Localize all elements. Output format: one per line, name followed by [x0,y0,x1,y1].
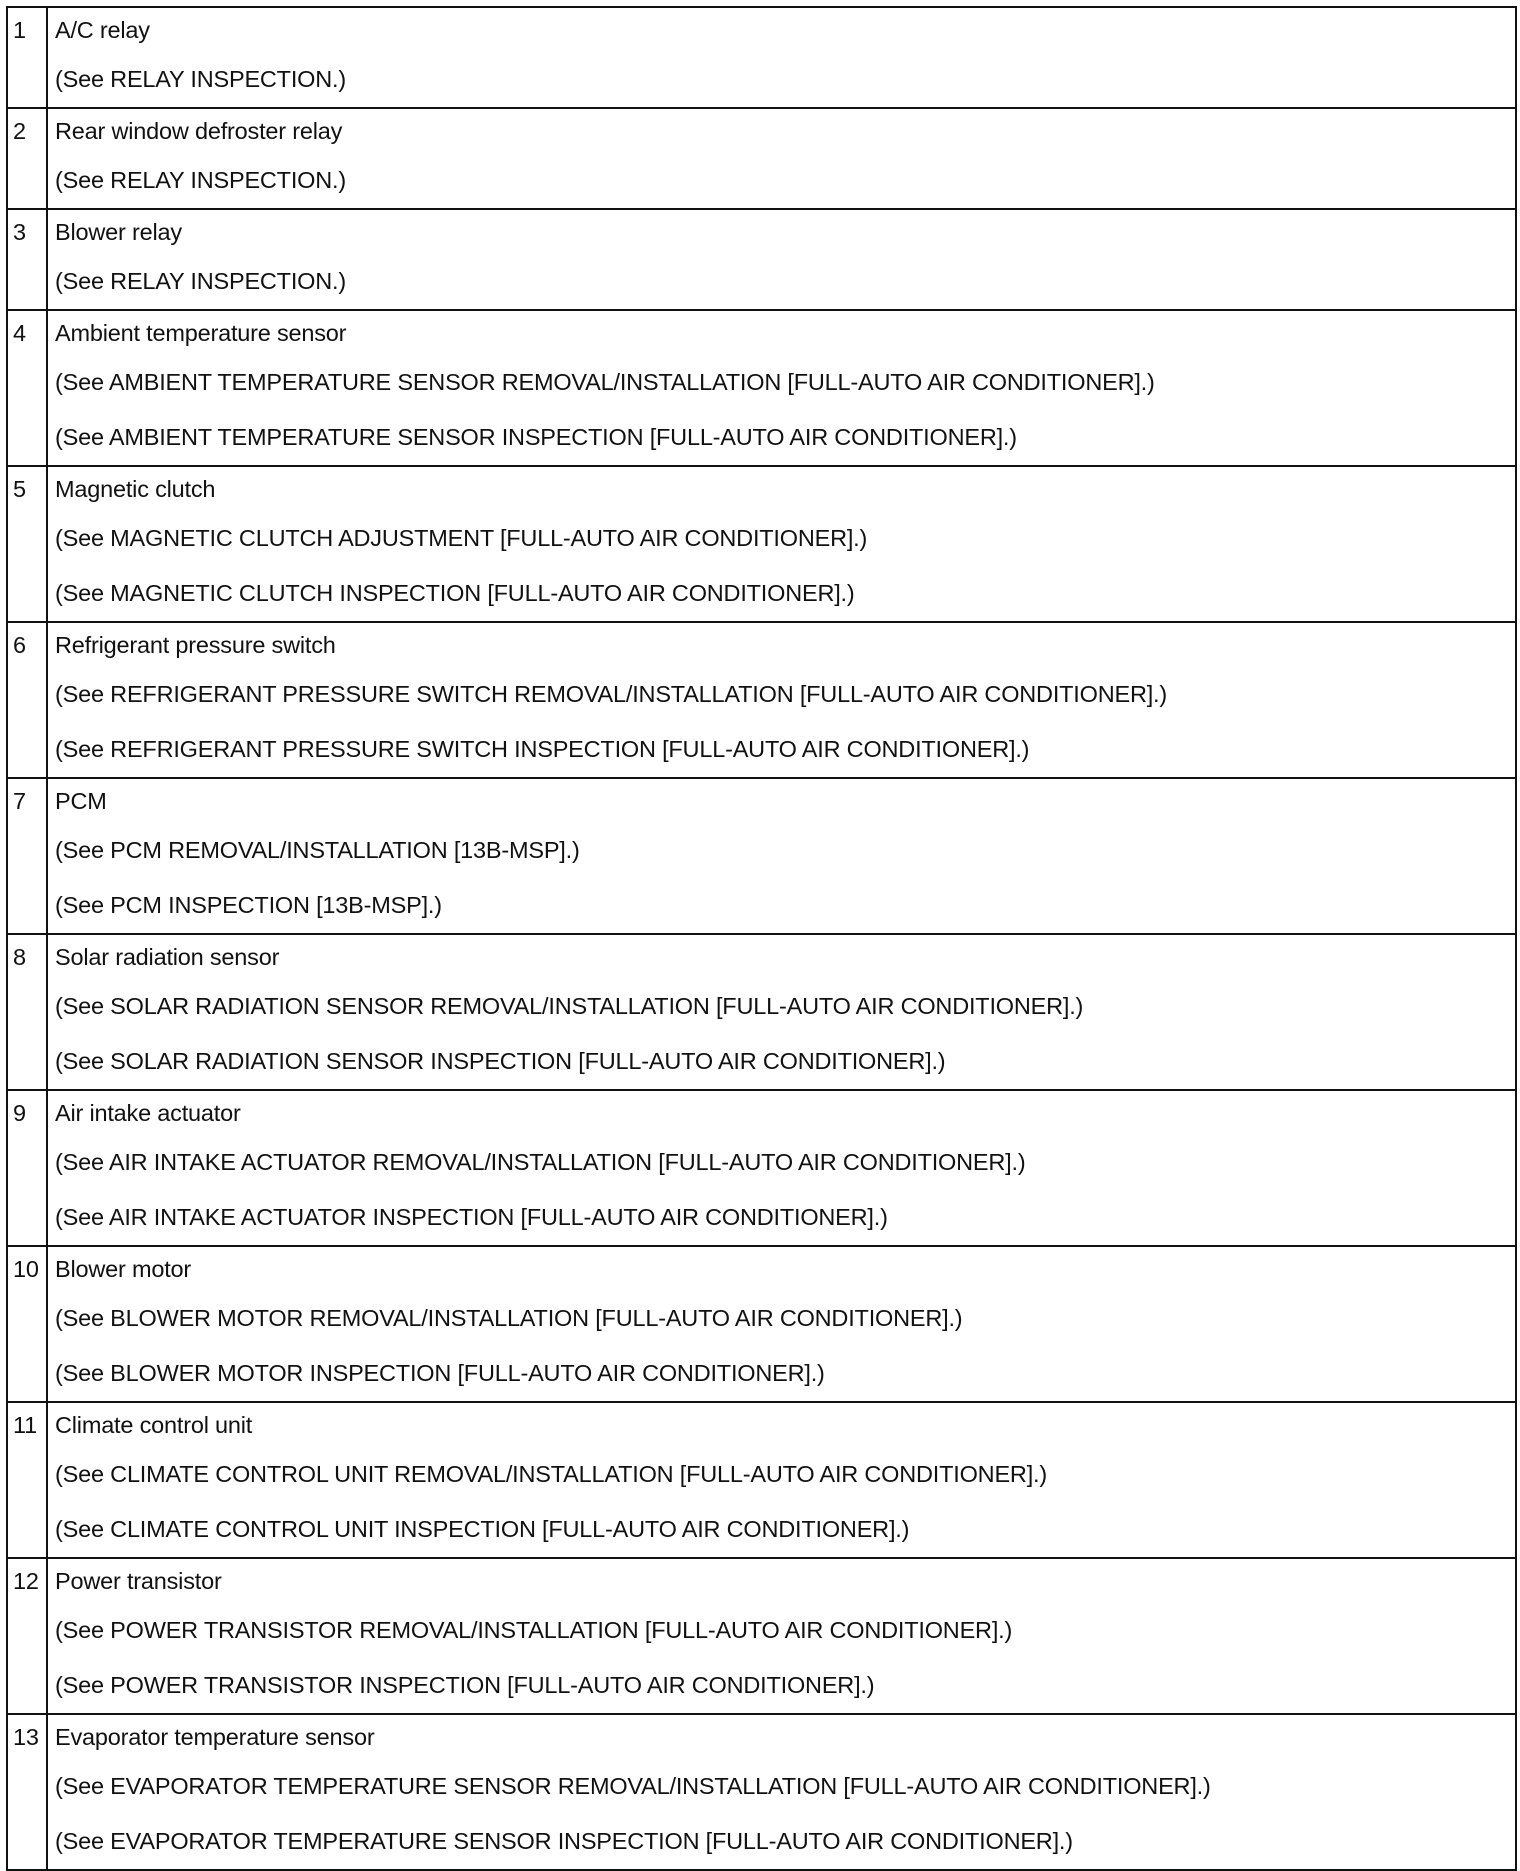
component-name: Climate control unit [55,1412,253,1438]
row-number-text: 4 [13,320,26,346]
row-content [47,1246,1516,1402]
row-number [7,1714,47,1870]
table-row [7,1090,1516,1246]
component-name: Blower relay [55,219,182,245]
row-number-text: 11 [13,1412,37,1438]
row-number [7,1558,47,1714]
row-content [47,466,1516,622]
procedure-reference: (See PCM REMOVAL/INSTALLATION [13B-MSP].) [55,837,580,863]
table-row [7,934,1516,1090]
component-name: Blower motor [55,1256,192,1282]
row-number [7,466,47,622]
procedure-reference: (See RELAY INSPECTION.) [55,268,346,294]
row-number [7,622,47,778]
row-number-text: 7 [13,788,26,814]
row-number [7,310,47,466]
procedure-reference: (See BLOWER MOTOR REMOVAL/INSTALLATION [FULL-AUTO AIR CONDITIONER].) [55,1305,963,1331]
procedure-reference: (See EVAPORATOR TEMPERATURE SENSOR INSPECTION [FULL-AUTO AIR CONDITIONER].) [55,1828,1073,1854]
procedure-reference: (See CLIMATE CONTROL UNIT INSPECTION [FULL-AUTO AIR CONDITIONER].) [55,1516,910,1542]
component-name: Evaporator temperature sensor [55,1724,375,1750]
procedure-reference: (See RELAY INSPECTION.) [55,167,346,193]
row-number-text: 10 [13,1256,39,1282]
row-number [7,778,47,934]
procedure-reference: (See MAGNETIC CLUTCH ADJUSTMENT [FULL-AUTO AIR CONDITIONER].) [55,525,868,551]
component-name: PCM [55,788,107,814]
row-number [7,209,47,310]
procedure-reference: (See POWER TRANSISTOR INSPECTION [FULL-AUTO AIR CONDITIONER].) [55,1672,875,1698]
table-row [7,1246,1516,1402]
procedure-reference: (See REFRIGERANT PRESSURE SWITCH REMOVAL/INSTALLATION [FULL-AUTO AIR CONDITIONER].) [55,681,1168,707]
row-content [47,1090,1516,1246]
row-content [47,622,1516,778]
row-number [7,7,47,108]
row-content [47,1402,1516,1558]
procedure-reference: (See BLOWER MOTOR INSPECTION [FULL-AUTO AIR CONDITIONER].) [55,1360,825,1386]
row-number [7,1090,47,1246]
component-reference-sheet [6,6,1515,1854]
procedure-reference: (See RELAY INSPECTION.) [55,66,346,92]
component-name: Rear window defroster relay [55,118,343,144]
row-number-text: 3 [13,219,26,245]
row-number [7,1402,47,1558]
component-name: Power transistor [55,1568,222,1594]
table-row [7,778,1516,934]
row-number-text: 12 [13,1568,39,1594]
row-content [47,1714,1516,1870]
component-name: Solar radiation sensor [55,944,280,970]
row-number-text: 8 [13,944,26,970]
row-content [47,7,1516,108]
row-content [47,209,1516,310]
row-number-text: 9 [13,1100,26,1126]
component-name: Refrigerant pressure switch [55,632,336,658]
component-name: A/C relay [55,17,150,43]
procedure-reference: (See AMBIENT TEMPERATURE SENSOR INSPECTION [FULL-AUTO AIR CONDITIONER].) [55,424,1017,450]
row-content [47,108,1516,209]
component-rows [7,7,1516,1870]
table-row [7,1558,1516,1714]
row-number-text: 2 [13,118,26,144]
component-name: Air intake actuator [55,1100,241,1126]
table-row [7,1402,1516,1558]
table-row [7,1714,1516,1870]
table-row [7,310,1516,466]
row-content [47,1558,1516,1714]
row-number [7,108,47,209]
component-name: Magnetic clutch [55,476,216,502]
table-row [7,7,1516,108]
table-row [7,209,1516,310]
procedure-reference: (See AIR INTAKE ACTUATOR INSPECTION [FULL-AUTO AIR CONDITIONER].) [55,1204,888,1230]
row-content [47,778,1516,934]
procedure-reference: (See POWER TRANSISTOR REMOVAL/INSTALLATION [FULL-AUTO AIR CONDITIONER].) [55,1617,1013,1643]
procedure-reference: (See EVAPORATOR TEMPERATURE SENSOR REMOVAL/INSTALLATION [FULL-AUTO AIR CONDITIONER].) [55,1773,1211,1799]
table-row [7,622,1516,778]
table-row [7,108,1516,209]
row-number [7,934,47,1090]
procedure-reference: (See MAGNETIC CLUTCH INSPECTION [FULL-AUTO AIR CONDITIONER].) [55,580,855,606]
procedure-reference: (See SOLAR RADIATION SENSOR INSPECTION [FULL-AUTO AIR CONDITIONER].) [55,1048,946,1074]
row-number-text: 13 [13,1724,39,1750]
component-name: Ambient temperature sensor [55,320,347,346]
procedure-reference: (See PCM INSPECTION [13B-MSP].) [55,892,442,918]
procedure-reference: (See AIR INTAKE ACTUATOR REMOVAL/INSTALLATION [FULL-AUTO AIR CONDITIONER].) [55,1149,1026,1175]
row-number [7,1246,47,1402]
row-number-text: 6 [13,632,26,658]
table-row [7,466,1516,622]
procedure-reference: (See REFRIGERANT PRESSURE SWITCH INSPECTION [FULL-AUTO AIR CONDITIONER].) [55,736,1030,762]
row-content [47,310,1516,466]
procedure-reference: (See AMBIENT TEMPERATURE SENSOR REMOVAL/INSTALLATION [FULL-AUTO AIR CONDITIONER].) [55,369,1155,395]
procedure-reference: (See SOLAR RADIATION SENSOR REMOVAL/INSTALLATION [FULL-AUTO AIR CONDITIONER].) [55,993,1084,1019]
row-number-text: 1 [13,17,26,43]
row-number-text: 5 [13,476,26,502]
procedure-reference: (See CLIMATE CONTROL UNIT REMOVAL/INSTALLATION [FULL-AUTO AIR CONDITIONER].) [55,1461,1047,1487]
row-content [47,934,1516,1090]
component-table [6,6,1517,1871]
